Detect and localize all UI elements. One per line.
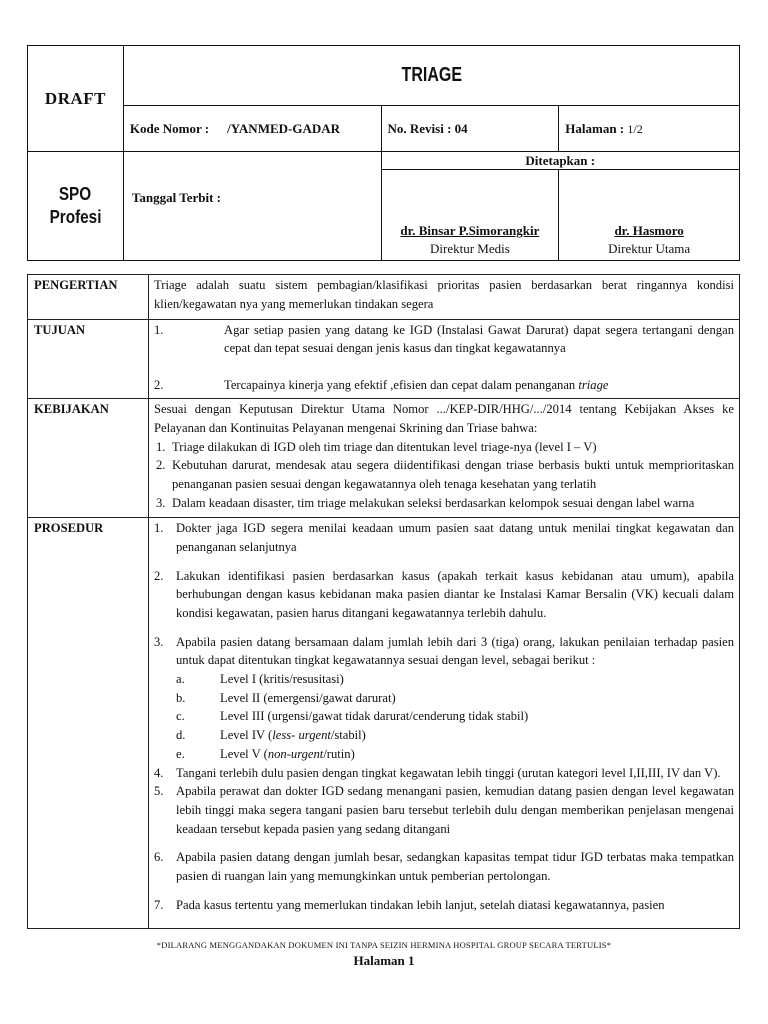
spo-line1: SPO (59, 184, 92, 204)
spo-line2: Profesi (49, 207, 102, 227)
list-item: 2. Lakukan identifikasi pasien berdasarkan kasus (apakah terkait kasus kebidanan atau umum), apabila berhubungan dengan kasus kebidanan maka pasien diantar ke Instalasi Kamar Bersalin (VK) kecuali dalam kondisi kegawatan, pasien harus ditangani kegawatannya terlebih dahulu. (154, 568, 734, 620)
kode-label: Kode Nomor : (129, 120, 210, 136)
halaman (559, 106, 740, 152)
list-item: 3. Apabila pasien datang bersamaan dalam jumlah lebih dari 3 (tiga) orang, lakukan penilaian terhadap pasien untuk dapat ditentukan tingkat kegawatannya sesuai dengan level, sebagai berikut : (154, 634, 734, 668)
sig1-role: Direktur Medis (429, 241, 510, 256)
list-item: 1. Agar setiap pasien yang datang ke IGD (Instalasi Gawat Darurat) dapat segera tertangani dengan cepat dan tepat sesuai dengan jenis kasus dan tingkat kegawatannya (154, 322, 734, 356)
level-item: a. Level I (kritis/resusitasi) (176, 672, 344, 687)
list-item: 5. Apabila perawat dan dokter IGD sedang menangani pasien, kemudian datang pasien dengan level kegawatan lebih tinggi maka segera tangani pasien baru tersebut terlebih dulu dengan memberikan penjelasan mengenai keadaan tersebut kepada pasien yang sedang ditangani (154, 784, 734, 836)
document-header (27, 45, 740, 261)
document-body (27, 274, 740, 929)
list-item: 4. Tangani terlebih dulu pasien dengan tingkat kegawatan lebih tinggi (urutan kategori level I,II,III, IV dan V). (154, 765, 721, 780)
kebijakan-label: KEBIJAKAN (28, 399, 149, 518)
sig1-name: dr. Binsar P.Simorangkir (400, 223, 540, 238)
signature-direktur-utama (559, 170, 740, 261)
kebijakan-intro: Sesuai dengan Keputusan Direktur Utama Nomor .../KEP-DIR/HHG/.../2014 tentang Kebijakan Akses ke Pelayanan dan Kontinuitas Pelayanan mengenai Skrining dan Triase bahwa: (154, 402, 734, 435)
list-item: 1. Dokter jaga IGD segera menilai keadaan umum pasien saat datang untuk menilai tingkat kegawatan dan penanganan selanjutnya (154, 521, 734, 554)
page-number: Halaman 1 (353, 953, 415, 968)
row-pengertian (28, 275, 740, 320)
spo-label (28, 152, 124, 261)
list-item: 6. Apabila pasien datang dengan jumlah besar, sedangkan kapasitas tempat tidur IGD terbatas maka tempatkan pasien di ruangan lain yang memungkinkan untuk pemberian pertolongan. (154, 850, 734, 884)
tanggal-terbit: Tanggal Terbit : (123, 152, 381, 261)
signature-direktur-medis (381, 170, 559, 261)
list-item: 7. Pada kasus tertentu yang memerlukan tindakan lebih lanjut, setelah diatasi kegawatannya, pasien (154, 897, 665, 912)
list-item: 3. Dalam keadaan disaster, tim triage melakukan seleksi berdasarkan kelompok sesuai dengan label warna (156, 495, 695, 510)
document-title: TRIAGE (401, 64, 462, 86)
list-item: 2. Kebutuhan darurat, mendesak atau segera diidentifikasi dengan triase berbasis bukti untuk memprioritaskan penanganan pasien sesuai dengan kegawatannya oleh tenaga kesehatan yang terlatih (156, 458, 734, 492)
halaman-label: Halaman : (565, 120, 625, 136)
copy-notice: *DILARANG MENGGANDAKAN DOKUMEN INI TANPA SEIZIN HERMINA HOSPITAL GROUP SECARA TERTULIS* (156, 940, 612, 950)
ditetapkan-label: Ditetapkan : (381, 152, 740, 170)
row-tujuan (28, 319, 740, 399)
pengertian-text: Triage adalah suatu sistem pembagian/klasifikasi prioritas pasien berdasarkan berat ringannya kondisi klien/kegawatan nya yang memerlukan tindakan segera (149, 275, 740, 320)
row-prosedur (28, 518, 740, 929)
pengertian-label: PENGERTIAN (28, 275, 149, 320)
list-item: 1. Triage dilakukan di IGD oleh tim triage dan ditentukan level triage-nya (level I – V) (156, 439, 597, 454)
sig2-name: dr. Hasmoro (614, 223, 684, 238)
draft-label: DRAFT (28, 46, 124, 152)
halaman-value: 1/2 (627, 121, 643, 136)
level-item: c. Level III (urgensi/gawat tidak darurat/cenderung tidak stabil) (176, 709, 529, 724)
prosedur-label: PROSEDUR (28, 518, 149, 929)
tujuan-label: TUJUAN (28, 319, 149, 399)
kode-nomor (123, 106, 381, 152)
no-revisi: No. Revisi : 04 (381, 106, 559, 152)
sig2-role: Direktur Utama (608, 241, 691, 256)
row-kebijakan (28, 399, 740, 518)
level-item: e. Level V (non-urgent/rutin) (176, 746, 355, 761)
kode-value: /YANMED-GADAR (227, 120, 341, 136)
level-item: b. Level II (emergensi/gawat darurat) (176, 690, 396, 705)
level-item: d. Level IV (less- urgent/stabil) (176, 728, 366, 743)
list-item: 2. Tercapainya kinerja yang efektif ,efisien dan cepat dalam penanganan triage (154, 378, 609, 393)
